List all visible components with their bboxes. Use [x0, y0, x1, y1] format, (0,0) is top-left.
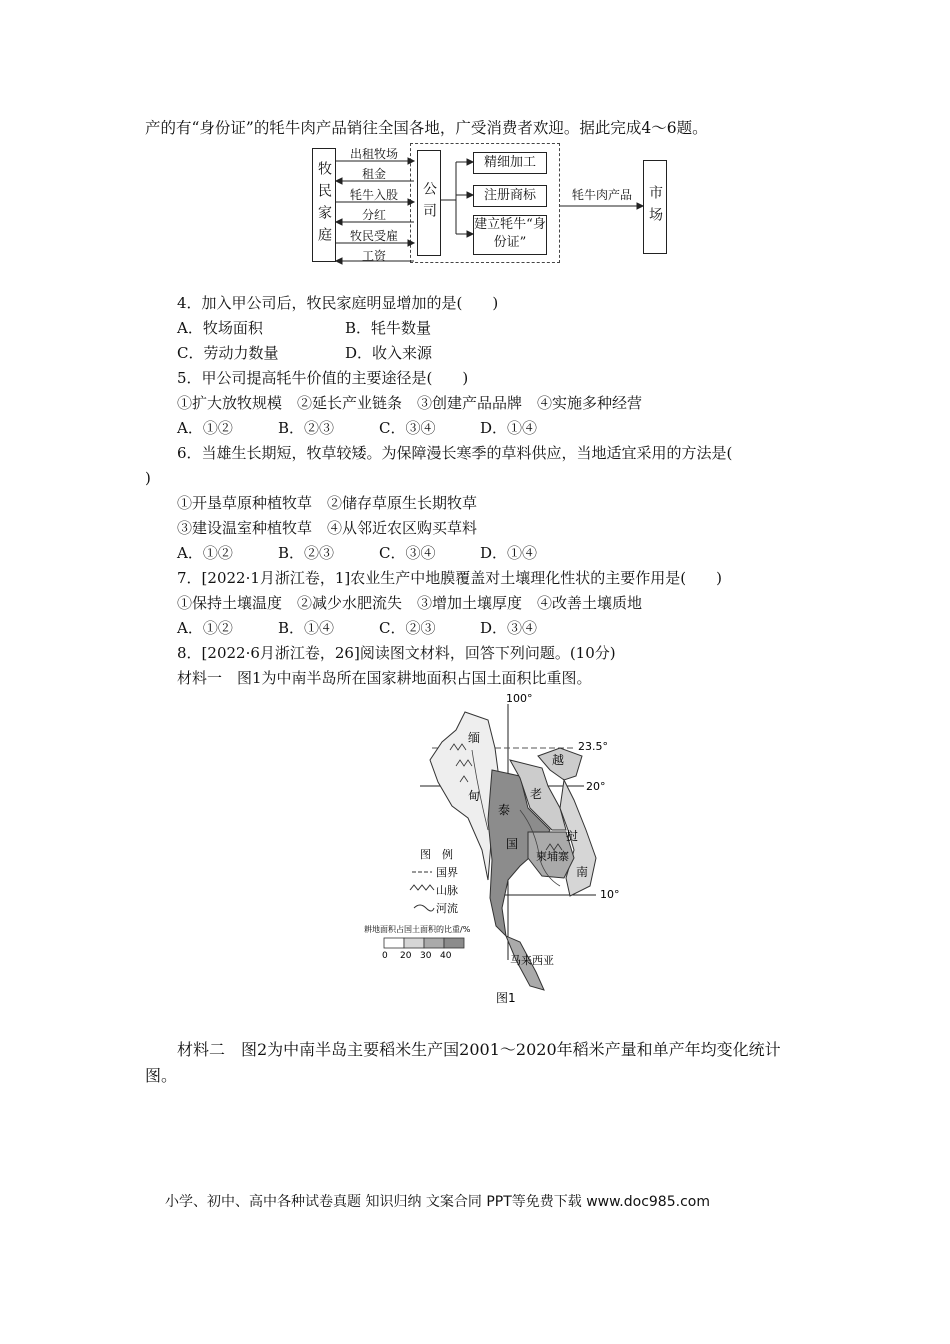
q6-opt-d: D．①④	[480, 544, 538, 562]
q6-stem: 6．当雄生长期短，牧草较矮。为保障漫长寒季的草料供应，当地适宜采用的方法是(	[177, 444, 733, 462]
country-guo: 国	[506, 837, 519, 851]
country-yue: 越	[552, 753, 565, 767]
lat-20-label: 20°	[586, 780, 606, 793]
arrow-label-6: 工资	[361, 249, 386, 263]
scale-tick-30: 30	[420, 951, 432, 961]
q4-opt-a: A．牧场面积	[177, 319, 263, 337]
q6-stem-close: )	[145, 469, 151, 487]
page-footer: 小学、初中、高中各种试卷真题 知识归纳 文案合同 PPT等免费下载 www.doc985.com	[165, 1194, 710, 1210]
country-cambodia: 柬埔寨	[536, 850, 569, 863]
q7-items: ①保持土壤温度 ②减少水肥流失 ③增加土壤厚度 ④改善土壤质地	[177, 594, 643, 612]
legend-river: 河流	[436, 902, 458, 915]
country-mian: 缅	[468, 731, 481, 745]
q7-opt-b: B．①④	[278, 619, 335, 637]
country-nan: 南	[576, 865, 589, 879]
q4-stem: 4．加入甲公司后，牧民家庭明显增加的是( )	[177, 294, 499, 312]
q7-opt-a: A．①②	[177, 619, 233, 637]
q5-stem: 5．甲公司提高牦牛价值的主要途径是( )	[177, 369, 469, 387]
legend-title: 图 例	[420, 848, 453, 861]
lat-10-label: 10°	[600, 888, 620, 901]
q7-opt-d: D．③④	[480, 619, 538, 637]
lat-23-label: 23.5°	[578, 740, 608, 753]
q4-opt-d: D．收入来源	[345, 344, 433, 362]
q8-stem: 8．[2022·6月浙江卷，26]阅读图文材料，回答下列问题。(10分)	[177, 644, 616, 662]
q5-opt-b: B．②③	[278, 419, 335, 437]
country-wo: 挝	[566, 829, 579, 843]
q4-opt-b: B．牦牛数量	[345, 319, 432, 337]
scale-title: 耕地面积占国土面积的比重/%	[364, 925, 471, 934]
scale-tick-40: 40	[440, 951, 452, 961]
arrow-label-1: 出租牧场	[349, 147, 398, 161]
q5-opt-c: C．③④	[379, 419, 436, 437]
intro-text: 产的有“身份证”的牦牛肉产品销往全国各地，广受消费者欢迎。据此完成4～6题。	[145, 119, 708, 137]
country-dian: 甸	[468, 789, 481, 803]
map-figure	[360, 690, 620, 1010]
legend-mountain: 山脉	[436, 884, 458, 897]
material1-text: 材料一 图1为中南半岛所在国家耕地面积占国土面积比重图。	[177, 669, 592, 687]
country-lao: 老	[530, 787, 543, 801]
q6-items-2: ③建设温室种植牧草 ④从邻近农区购买草料	[177, 519, 478, 537]
material2-line1: 材料二 图2为中南半岛主要稻米生产国2001～2020年稻米产量和单产年均变化统计	[177, 1040, 781, 1059]
arrow-label-3: 牦牛入股	[349, 188, 398, 202]
scale-tick-0: 0	[382, 951, 388, 961]
map-caption: 图1	[496, 991, 516, 1005]
company-box: 公司	[417, 150, 441, 256]
arrow-label-5: 牧民受雇	[349, 229, 398, 243]
q7-opt-c: C．②③	[379, 619, 436, 637]
q7-stem: 7．[2022·1月浙江卷，1]农业生产中地膜覆盖对土壤理化性状的主要作用是( )	[177, 569, 722, 587]
arrow-label-product: 牦牛肉产品	[571, 188, 632, 202]
q6-opt-c: C．③④	[379, 544, 436, 562]
country-tai: 泰	[498, 803, 511, 817]
q5-items: ①扩大放牧规模 ②延长产业链条 ③创建产品品牌 ④实施多种经营	[177, 394, 643, 412]
scale-tick-20: 20	[400, 951, 412, 961]
q6-items-1: ①开垦草原种植牧草 ②储存草原生长期牧草	[177, 494, 478, 512]
arrow-label-4: 分红	[361, 208, 386, 222]
process-box-3	[473, 215, 547, 255]
process-box-1: 精细加工	[473, 152, 547, 174]
legend-border: 国界	[436, 866, 458, 879]
process-box-2: 注册商标	[473, 185, 547, 207]
lon-100-label: 100°	[506, 692, 533, 705]
process-box-3-label: 建立牦牛“身份证”	[474, 217, 546, 250]
indochina-map	[360, 690, 620, 1010]
family-box: 牧民家庭	[312, 148, 336, 262]
q6-opt-b: B．②③	[278, 544, 335, 562]
market-box: 市场	[643, 160, 667, 254]
q5-opt-a: A．①②	[177, 419, 233, 437]
q5-opt-d: D．①④	[480, 419, 538, 437]
q4-opt-c: C．劳动力数量	[177, 344, 279, 362]
material2-line2: 图。	[145, 1066, 178, 1085]
q6-opt-a: A．①②	[177, 544, 233, 562]
arrow-label-2: 租金	[361, 167, 386, 181]
country-malaysia: 马来西亚	[510, 954, 554, 967]
